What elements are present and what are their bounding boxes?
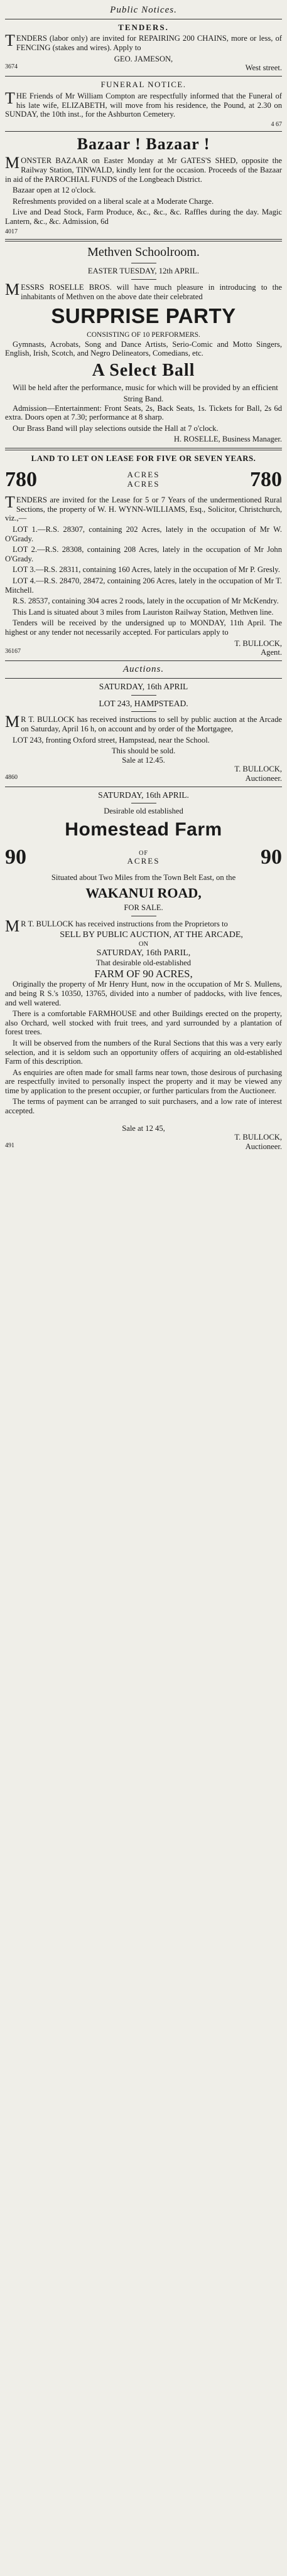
- auction1-note: This should be sold.: [111, 746, 176, 756]
- lease-notice: [5, 454, 282, 657]
- methven-p3: Will be held after the performance, music for which will be provided by an efficient: [13, 383, 278, 393]
- auction2-role: Auctioneer.: [245, 1142, 282, 1151]
- tenders-title: TENDERS.: [118, 23, 169, 33]
- methven-p1: MESSRS ROSELLE BROS. will have much pleasure in introducing to the inhabitants of Methven on the above date their celebrated: [5, 280, 282, 301]
- auction1-ref: 4860: [5, 774, 18, 782]
- methven-notice: [5, 245, 282, 444]
- lease-p1: TENDERS are invited for the Lease for 5 or 7 Years of the undermentioned Rural Sections, the property of W. H. WYNN-WILLIAMS, Esq., Solicitor, Christchurch, viz.,—: [5, 493, 282, 523]
- acres-number-right: 780: [250, 467, 282, 491]
- auction-hampstead: [5, 682, 282, 783]
- acres-banner: [5, 467, 282, 492]
- auction2-forsale: FOR SALE.: [124, 903, 163, 913]
- divider: [5, 678, 282, 679]
- auction2-saturday: SATURDAY, 16th PARIL,: [96, 948, 191, 958]
- acres-word-top: ACRES: [127, 470, 160, 480]
- acres-number-left: 780: [5, 467, 37, 491]
- auction1-date: SATURDAY, 16th APRIL: [99, 682, 188, 692]
- methven-p5: Our Brass Band will play selections outside the Hall at 7 o'clock.: [13, 423, 219, 433]
- surprise-party-heading: SURPRISE PARTY: [51, 304, 236, 328]
- acres-word-bottom: ACRES: [127, 479, 160, 489]
- auction1-role: Auctioneer.: [245, 774, 282, 783]
- lease-signer: T. BULLOCK,: [234, 639, 282, 648]
- tenders-body: TENDERS (labor only) are invited for REPAIRING 200 CHAINS, more or less, of FENCING (stakes and wires). Apply to: [5, 31, 282, 53]
- auction1-signer: T. BULLOCK,: [234, 765, 282, 774]
- farm-acres-right: 90: [261, 845, 282, 869]
- lease-agent: Agent.: [261, 648, 282, 657]
- methven-title: Methven Schoolroom.: [87, 245, 200, 260]
- divider: [5, 660, 282, 661]
- auction1-sale: Sale at 12.45.: [122, 755, 165, 765]
- methven-band: String Band.: [123, 395, 164, 404]
- farm-acres-of: OF: [139, 850, 148, 857]
- lease-lot2: LOT 2.—R.S. 28308, containing 208 Acres, lately in the occupation of Mr John O'Grady.: [5, 545, 282, 563]
- newspaper-page: [0, 0, 287, 1151]
- farm-acres-word: ACRES: [127, 856, 160, 866]
- wakanui-road-heading: WAKANUI ROAD,: [85, 884, 202, 901]
- auction-homestead-farm: [5, 790, 282, 1152]
- auction1-lot: LOT 243, HAMPSTEAD.: [99, 698, 188, 708]
- divider: [5, 239, 282, 241]
- auction1-lotdesc: LOT 243, fronting Oxford street, Hampstead, near the School.: [13, 735, 210, 745]
- methven-signer: H. ROSELLE, Business Manager.: [173, 435, 282, 444]
- section-header: Public Notices.: [110, 5, 177, 15]
- lease-lot5: R.S. 28537, containing 304 acres 2 roods, lately in the occupation of Mr McKendry.: [13, 596, 279, 606]
- lease-ref: 36167: [5, 648, 21, 655]
- farm-acres-left: 90: [5, 845, 26, 869]
- auction2-ref: 491: [5, 1142, 14, 1149]
- methven-p4: Admission—Entertainment: Front Seats, 2s, Back Seats, 1s. Tickets for Ball, 2s 6d extra. Doors open at 7.30; performance at 8 sharp.: [5, 403, 282, 422]
- tenders-notice: [5, 23, 282, 72]
- bazaar-p4: Live and Dead Stock, Farm Produce, &c., &c., &c. Raffles during the day. Magic Lantern, &c., &c. Admission, 6d: [5, 208, 282, 226]
- select-ball-heading: A Select Ball: [92, 360, 195, 380]
- bazaar-title: Bazaar ! Bazaar !: [77, 135, 210, 154]
- auction2-sell: SELL BY PUBLIC AUCTION, AT THE ARCADE,: [60, 930, 243, 940]
- auction2-signer: T. BULLOCK,: [234, 1133, 282, 1142]
- auction2-desirable: Desirable old established: [104, 807, 183, 816]
- divider: [5, 76, 282, 77]
- methven-p2: Gymnasts, Acrobats, Song and Dance Artists, Serio-Comic and Motto Singers, English, Irish, Scotch, and Negro Delineators, Comedians, etc.: [5, 339, 282, 358]
- auctions-header: Auctions.: [122, 664, 165, 674]
- bazaar-p2: Bazaar open at 12 o'clock.: [13, 186, 96, 195]
- auction2-p5: As enquiries are often made for small farms near town, those desirous of purchasing are respectfully invited to personally inspect the property and it may be viewed any time by application to the present occupier, or further particulars from the Auctioneer.: [5, 1068, 282, 1095]
- auction2-farm: FARM OF 90 ACRES,: [94, 967, 193, 980]
- lease-lot3: LOT 3.—R.S. 28311, containing 160 Acres, lately in the occupation of Mr P. Gresly.: [13, 565, 280, 575]
- auction2-sale: Sale at 12 45,: [122, 1123, 165, 1133]
- auction2-p1: MR T. BULLOCK has received instructions from the Proprietors to: [5, 916, 228, 935]
- tenders-signer: GEO. JAMESON,: [114, 54, 173, 63]
- bazaar-notice: [5, 135, 282, 235]
- divider: [5, 131, 282, 132]
- auction2-date: SATURDAY, 16th APRIL.: [98, 790, 189, 800]
- bazaar-ref: 4017: [5, 228, 18, 235]
- homestead-farm-heading: Homestead Farm: [65, 819, 222, 840]
- bazaar-p3: Refreshments provided on a liberal scale at a Moderate Charge.: [13, 196, 214, 206]
- methven-consisting: CONSISTING OF 10 PERFORMERS.: [87, 331, 200, 339]
- auction2-situated: Situated about Two Miles from the Town Belt East, on the: [51, 873, 236, 883]
- divider: [5, 448, 282, 450]
- auction1-body: MR T. BULLOCK has received instructions to sell by public auction at the Arcade on Saturday, April 16 h, on account and by order of the Mortgagee,: [5, 713, 282, 734]
- auction2-p4: It will be observed from the numbers of the Rural Sections that this was a very early selection, and it is seldom such an opportunity offers of acquiring an old-established Farm of this description.: [5, 1038, 282, 1066]
- methven-date: EASTER TUESDAY, 12th APRIL.: [87, 267, 200, 276]
- auction2-p3: There is a comfortable FARMHOUSE and other Buildings erected on the property, also Orchard, well stocked with fruit trees, and yard surrounded by a plantation of forest trees.: [5, 1009, 282, 1037]
- auction2-p6: The terms of payment can be arranged to suit purchasers, and a low rate of interest accepted.: [5, 1097, 282, 1116]
- funeral-ref: 4 67: [271, 120, 282, 128]
- lease-lot4: LOT 4.—R.S. 28470, 28472, containing 206 Acres, lately in the occupation of Mr T. Mitchell.: [5, 576, 282, 595]
- lease-p3: Tenders will be received by the undersigned up to MONDAY, 11th April. The highest or any tender not necessarily accepted. For particulars apply to: [5, 618, 282, 637]
- tenders-ref: 3674: [5, 63, 18, 71]
- funeral-title: FUNERAL NOTICE.: [100, 79, 187, 89]
- funeral-notice: [5, 80, 282, 128]
- tenders-address: West street.: [245, 63, 282, 73]
- auction2-p2: Originally the property of Mr Henry Hunt, now in the occupation of Mr S. Mullens, and being R S.'s 10350, 13765, divided into a number of paddocks, with live fences, and well watered.: [5, 980, 282, 1007]
- auction2-that: That desirable old-established: [95, 958, 192, 968]
- bazaar-p1: MONSTER BAZAAR on Easter Monday at Mr GATES'S SHED, opposite the Railway Station, TINWALD, kindly lent for the occasion. Proceeds of the Bazaar in aid of the PAROCHIAL FUNDS of the Longbeach District.: [5, 154, 282, 184]
- auction2-on: ON: [138, 940, 149, 948]
- lease-lot1: LOT 1.—R.S. 28307, containing 202 Acres, lately in the occupation of Mr W. O'Grady.: [5, 525, 282, 543]
- lease-p2: This Land is situated about 3 miles from Lauriston Railway Station, Methven line.: [13, 607, 274, 617]
- funeral-body: THE Friends of Mr William Compton are respectfully informed that the Funeral of his late wife, ELIZABETH, will move from his residence, the Pound, at 2.30 on SUNDAY, the 10th inst., for the Ashburton Cemetery.: [5, 88, 282, 119]
- lease-title: LAND TO LET ON LEASE FOR FIVE OR SEVEN YEARS.: [31, 453, 256, 463]
- farm-acres-banner: [5, 845, 282, 869]
